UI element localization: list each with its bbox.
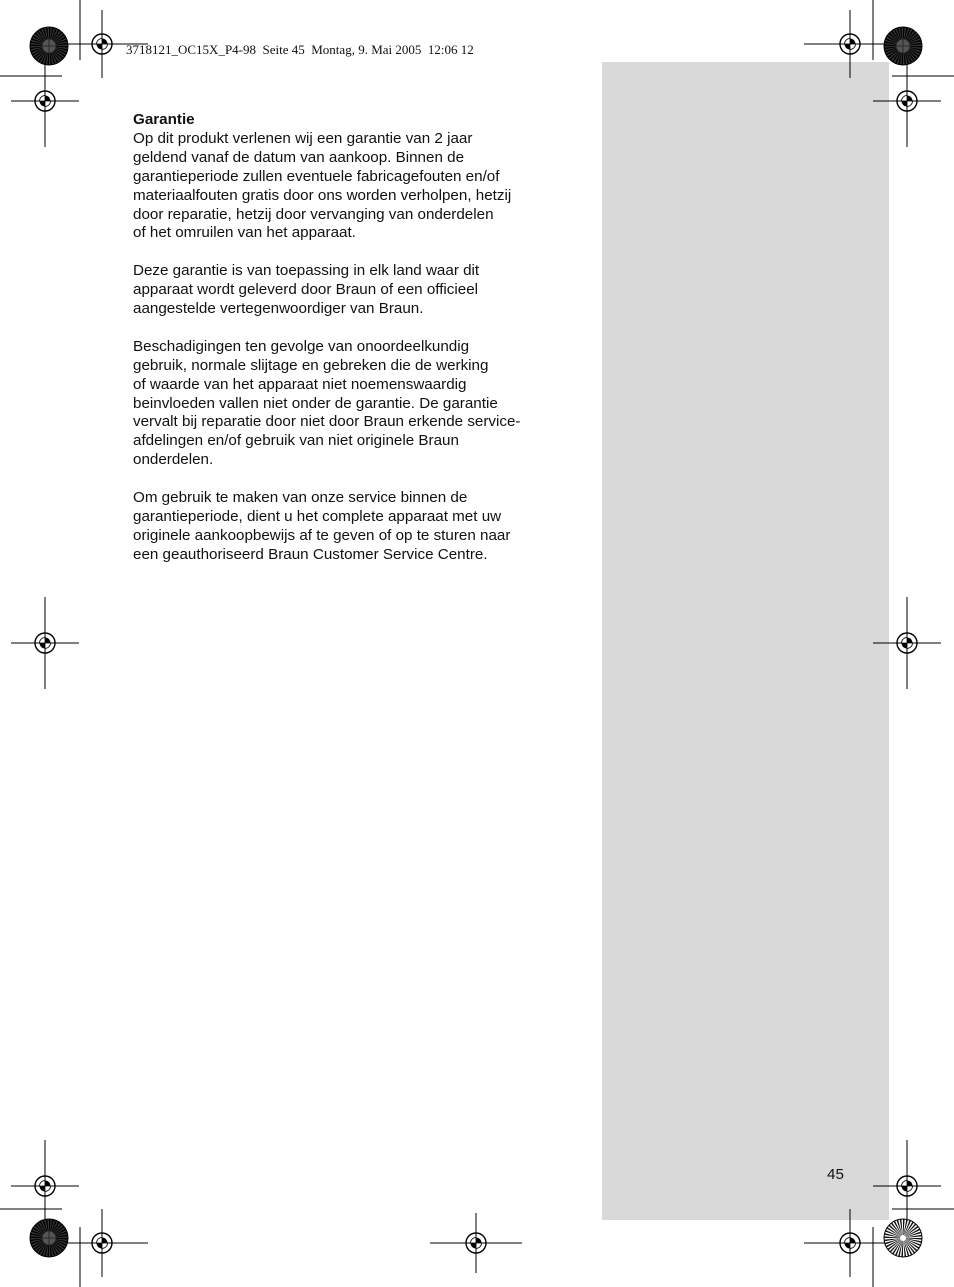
- print-slug: 3718121_OC15X_P4-98 Seite 45 Montag, 9. Mai 2005 12:06 12: [126, 42, 474, 57]
- registration-mark-icon: [11, 1140, 79, 1232]
- paragraph-4: Om gebruik te maken van onze service binnen de garantieperiode, dient u het complete apparaat met uw originele aankoopbewijs af te geven of op te sturen naar een geauthoriseerd Braun Customer Service Centre.: [133, 489, 511, 563]
- page-number: 45: [827, 1166, 844, 1183]
- registration-mark-icon: [56, 1209, 148, 1277]
- paragraph-3: Beschadigingen ten gevolge van onoordeelkundig gebruik, normale slijtage en gebreken die de werking of waarde van het apparaat niet noemenswaardig beinvloeden vallen niet onder de garantie. De garantie vervalt bij reparatie door niet door Braun erkende service- afdelingen en/of gebruik van niet originele Braun onderdelen.: [133, 337, 521, 469]
- starburst-target-icon: [884, 27, 922, 65]
- paragraph-2: Deze garantie is van toepassing in elk land waar dit apparaat wordt geleverd door Braun of een officieel aangestelde vertegenwoordiger van Braun.: [133, 262, 480, 318]
- registration-mark-icon: [873, 55, 941, 147]
- registration-mark-icon: [873, 1140, 941, 1232]
- starburst-target-icon: [884, 1219, 922, 1257]
- starburst-target-icon: [30, 1219, 68, 1257]
- warranty-section: [133, 111, 563, 584]
- paragraph-1: Op dit produkt verlenen wij een garantie van 2 jaar geldend vanaf de datum van aankoop. Binnen de garantieperiode zullen eventuele fabricagefouten en/of materiaalfouten gratis door ons worden verholpen, hetzij door reparatie, hetzij door vervanging van onderdelen of het omruilen van het apparaat.: [133, 129, 512, 242]
- registration-mark-icon: [11, 55, 79, 147]
- registration-mark-icon: [430, 1213, 522, 1273]
- registration-mark-icon: [804, 1209, 896, 1277]
- starburst-target-icon: [30, 27, 68, 65]
- registration-mark-icon: [804, 10, 896, 78]
- registration-mark-icon: [873, 597, 941, 689]
- section-heading: Garantie: [133, 111, 195, 128]
- registration-mark-icon: [11, 597, 79, 689]
